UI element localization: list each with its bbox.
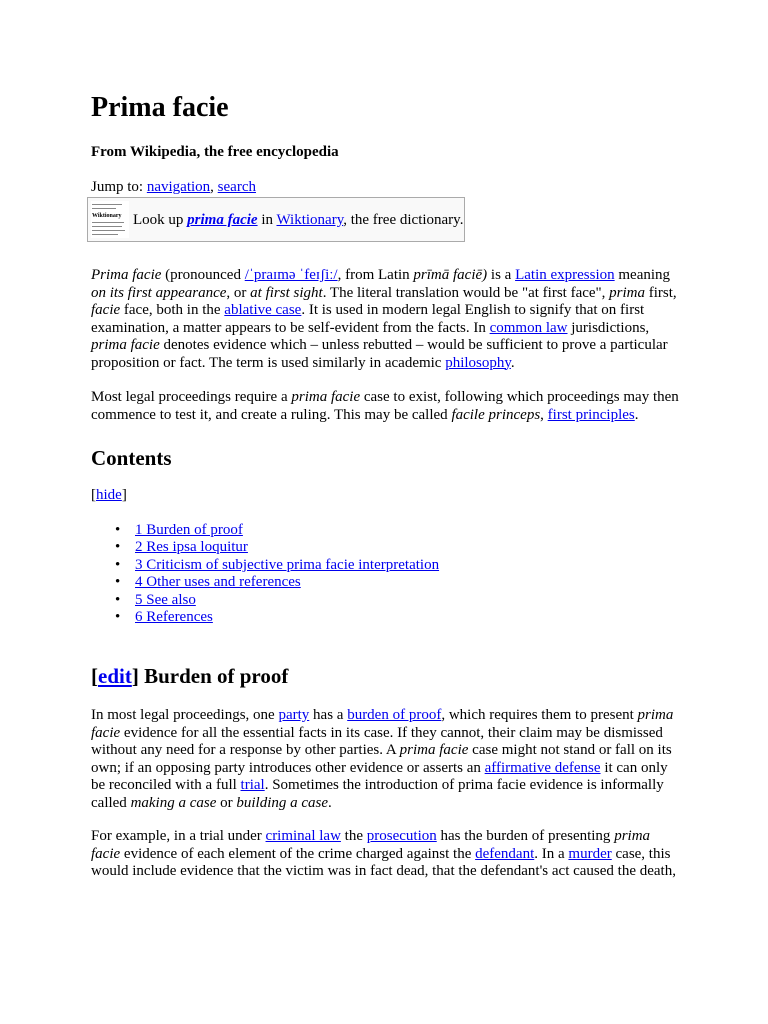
text: face, both in the	[120, 302, 225, 318]
wiktionary-box	[87, 197, 465, 242]
italic-text: prima	[609, 284, 646, 301]
text: it can only be reconciled with a full	[91, 759, 668, 793]
italic-text: prima facie	[91, 828, 651, 862]
text: evidence of each element of the crime charged against the	[120, 845, 476, 862]
text: case to exist, following which proceedings may then commence to test it, and create a ruling. This may be called	[91, 389, 679, 423]
burden-paragraph-2	[91, 828, 681, 881]
text: is a	[487, 267, 516, 283]
criminal-law-link[interactable]: criminal law	[265, 828, 341, 844]
text: . The literal translation would be "at first face",	[322, 284, 610, 301]
wiktionary-post: , the free dictionary.	[343, 212, 464, 228]
text: the	[340, 828, 367, 844]
italic-text: facie	[91, 302, 121, 318]
bracket: [	[91, 664, 98, 688]
bullet-icon: •	[115, 539, 121, 556]
navigation-link[interactable]: navigation	[146, 179, 211, 195]
italic-text: making a case	[130, 794, 217, 811]
italic-text: prima facie	[91, 337, 160, 353]
intro-paragraph	[91, 267, 681, 372]
text: , from Latin	[337, 267, 414, 283]
first-principles-link[interactable]: first principles	[547, 406, 635, 423]
wiktionary-pre: Look up	[133, 212, 188, 228]
burden-of-proof-link[interactable]: burden of proof	[347, 707, 442, 723]
italic-text: building a case	[236, 794, 329, 811]
italic-text: prima facie	[399, 742, 469, 758]
toc-link-other-uses[interactable]: 4 Other uses and references	[135, 574, 301, 591]
trial-link[interactable]: trial	[240, 777, 265, 793]
text: , or	[226, 284, 251, 301]
text: jurisdictions,	[567, 319, 650, 336]
second-paragraph	[91, 389, 681, 424]
edit-section-link[interactable]: edit	[98, 664, 132, 688]
bracket: ]	[121, 487, 127, 503]
toc-toggle	[91, 487, 127, 505]
italic-text: on its first appearance	[91, 284, 227, 301]
text: .	[510, 354, 515, 371]
latin-expression-link[interactable]: Latin expression	[515, 267, 615, 283]
term-italic: Prima facie	[91, 267, 162, 283]
latin-italic: prīmā faciē)	[413, 267, 488, 283]
search-link[interactable]: search	[217, 179, 256, 195]
text: . Sometimes the introduction of prima facie evidence is informally called	[91, 777, 664, 811]
italic-text: facile princeps	[451, 406, 541, 423]
bracket: [	[91, 487, 96, 503]
text: . It is used in modern legal English to signify that on first examination, a matter appears to be self-evident from the facts. In	[91, 302, 645, 336]
text: .	[634, 406, 639, 423]
party-link[interactable]: party	[278, 707, 310, 723]
toc-item	[91, 592, 439, 609]
text: In most legal proceedings, one	[91, 707, 279, 723]
jump-separator: ,	[210, 179, 218, 195]
toc-link-criticism[interactable]: 3 Criticism of subjective prima facie interpretation	[135, 556, 440, 573]
toc-item	[91, 522, 439, 539]
jump-to-links	[91, 179, 256, 197]
text: For example, in a trial under	[91, 828, 266, 844]
toc-link-see-also[interactable]: 5 See also	[135, 591, 196, 608]
jump-prefix: Jump to:	[91, 179, 147, 195]
toc-link-burden-of-proof[interactable]: 1 Burden of proof	[135, 522, 243, 538]
toc-item	[91, 557, 439, 574]
bullet-icon: •	[115, 556, 121, 573]
toc-item	[91, 609, 439, 626]
affirmative-defense-link[interactable]: affirmative defense	[484, 759, 601, 776]
text: or	[216, 794, 237, 811]
burden-paragraph-1	[91, 707, 681, 812]
text: ,	[540, 406, 548, 423]
prosecution-link[interactable]: prosecution	[366, 828, 437, 844]
bullet-icon: •	[115, 522, 121, 538]
text: first,	[645, 284, 677, 301]
page-subtitle: From Wikipedia, the free encyclopedia	[91, 144, 339, 160]
common-law-link[interactable]: common law	[489, 319, 568, 336]
italic-text: at first sight	[250, 284, 323, 301]
bullet-icon: •	[115, 574, 121, 591]
text: has a	[309, 707, 348, 723]
wiktionary-logo-word: Wiktionary	[92, 213, 122, 219]
contents-heading: Contents	[91, 446, 172, 470]
text: . In a	[534, 845, 569, 862]
toc-link-references[interactable]: 6 References	[135, 608, 213, 625]
text: evidence for all the essential facts in its case. If they cannot, their claim may be dismissed without any need for a response by other parties. A	[91, 724, 663, 758]
defendant-link[interactable]: defendant	[475, 845, 535, 862]
toc-link-res-ipsa-loquitur[interactable]: 2 Res ipsa loquitur	[135, 539, 248, 556]
text: case, this would include evidence that the victim was in fact dead, that the defendant's act caused the death,	[91, 845, 676, 879]
wiktionary-mid: in	[257, 212, 277, 228]
table-of-contents	[91, 522, 439, 626]
toc-item	[91, 574, 439, 591]
hide-toc-link[interactable]: hide	[96, 487, 122, 503]
wiktionary-term-link[interactable]: prima facie	[187, 212, 258, 228]
italic-text: prima facie	[291, 389, 361, 405]
text: Most legal proceedings require a	[91, 389, 292, 405]
page-title: Prima facie	[91, 92, 229, 123]
ablative-case-link[interactable]: ablative case	[224, 302, 302, 318]
text: , which requires them to present	[441, 707, 638, 723]
bracket: ]	[131, 664, 145, 688]
text: .	[328, 794, 332, 811]
section-heading-burden-of-proof	[91, 664, 288, 688]
text: (pronounced	[161, 267, 245, 283]
wiktionary-logo-icon	[91, 201, 129, 238]
wiktionary-link[interactable]: Wiktionary	[276, 212, 344, 228]
bullet-icon: •	[115, 591, 121, 608]
italic-text: prima facie	[91, 707, 674, 741]
philosophy-link[interactable]: philosophy	[445, 354, 511, 371]
text: denotes evidence which – unless rebutted – would be sufficient to prove a particular proposition or fact. The term is used similarly in academic	[91, 337, 668, 371]
text: case might not stand or fall on its own; if an opposing party introduces other evidence or asserts an	[91, 742, 672, 776]
text: meaning	[614, 267, 671, 283]
wiktionary-text	[133, 212, 463, 230]
murder-link[interactable]: murder	[568, 845, 612, 862]
toc-item	[91, 539, 439, 556]
bullet-icon: •	[115, 608, 121, 625]
ipa-link[interactable]: /ˈpraɪmə ˈfeɪʃiː/	[244, 267, 338, 283]
text: has the burden of presenting	[436, 828, 615, 844]
section-title: Burden of proof	[144, 664, 289, 688]
